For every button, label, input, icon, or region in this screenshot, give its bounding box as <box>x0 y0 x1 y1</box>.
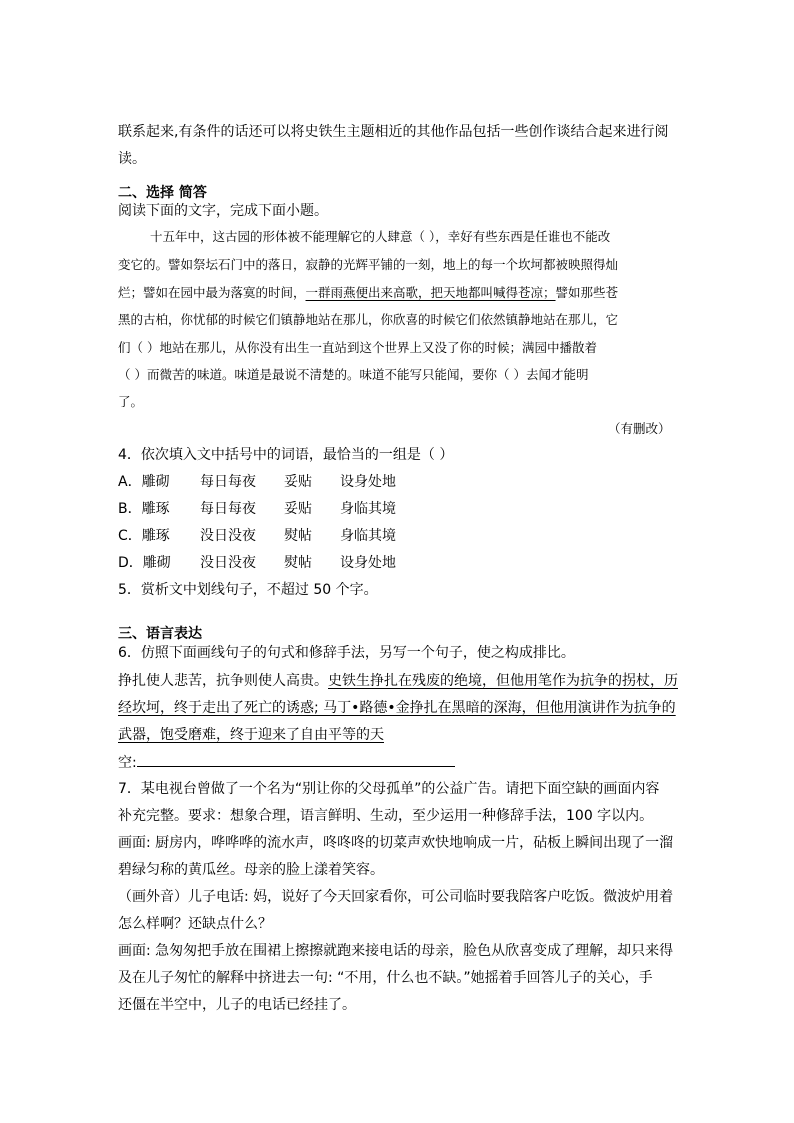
question-7-line: 7．某电视台曾做了一个名为“别让你的父母孤单”的公益广告。请把下面空缺的画面内容 <box>118 781 660 797</box>
option-word: 设身处地 <box>340 555 396 571</box>
q6-underlined: 经坎坷，终于走出了死亡的诱惑; 马丁•路德•金挣扎在黑暗的深海，但他用演讲作为抗争的 <box>118 700 676 716</box>
question-4-option-a <box>118 472 396 492</box>
question-7-line: 碧绿匀称的黄瓜丝。母亲的脸上漾着笑容。 <box>118 862 384 878</box>
question-6-answer-line <box>118 752 455 773</box>
question-5: 5．赏析文中划线句子，不超过 50 个字。 <box>118 582 378 598</box>
q6-underlined: 武器，饱受磨难，终于迎来了自由平等的天 <box>118 727 384 743</box>
question-7-line: 画面: 急匆匆把手放在围裙上擦擦就跑来接电话的母亲，脸色从欣喜变成了理解，却只来得 <box>118 943 674 959</box>
question-7-line: 还僵在半空中，儿子的电话已经挂了。 <box>118 997 356 1013</box>
option-word: 每日每夜 <box>200 501 256 517</box>
passage-line: 变它的。譬如祭坛石门中的落日，寂静的光辉平铺的一刻，地上的每一个坎坷都被映照得灿 <box>118 257 619 272</box>
option-word: 熨帖 <box>284 528 312 544</box>
q6-text: 挣扎使人悲苦，抗争则使人高贵。 <box>118 673 328 689</box>
question-4-option-b <box>118 499 396 519</box>
intro-line-2: 读。 <box>118 151 146 167</box>
section-3-heading: 三、语言表达 <box>118 626 202 642</box>
option-word: 没日没夜 <box>200 528 256 544</box>
question-7-line: （画外音）儿子电话: 妈，说好了今天回家看你，可公司临时要我陪客户吃饭。微波炉用着 <box>118 889 674 905</box>
passage-text: 烂；譬如在园中最为落寞的时间， <box>118 285 306 300</box>
option-word: 每日每夜 <box>200 474 256 490</box>
passage-line <box>118 283 618 303</box>
passage-line: 们（ ）地站在那儿，从你没有出生一直站到这个世界上又没了你的时候；满园中播散着 <box>118 340 597 355</box>
question-4-option-d <box>118 553 396 573</box>
q6-underlined: 史铁生挣扎在残废的绝境，但他用笔作为抗争的拐杖，历 <box>328 673 678 689</box>
reading-instruction: 阅读下面的文字，完成下面小题。 <box>118 203 328 219</box>
question-7-line: 补充完整。要求：想象合理，语言鲜明、生动，至少运用一种修辞手法，100 字以内。 <box>118 808 654 824</box>
option-word: 身临其境 <box>340 501 396 517</box>
question-7-line: 画面: 厨房内，哗哗哗的流水声，咚咚咚的切菜声欢快地响成一片，砧板上瞬间出现了一溜 <box>118 835 674 851</box>
option-label: D．雕砌 <box>118 555 171 571</box>
option-word: 熨帖 <box>284 555 312 571</box>
option-word: 没日没夜 <box>200 555 256 571</box>
section-2-heading: 二、选择 简答 <box>118 185 207 201</box>
passage-line: 了。 <box>118 394 144 409</box>
option-word: 设身处地 <box>340 474 396 490</box>
question-7-line: 怎么样啊？还缺点什么？ <box>118 916 272 932</box>
option-label: A．雕砌 <box>118 474 170 490</box>
option-word: 身临其境 <box>340 528 396 544</box>
option-label: B．雕琢 <box>118 501 170 517</box>
option-word: 妥贴 <box>284 501 312 517</box>
passage-line: 黑的古柏，你忧郁的时候它们镇静地站在那儿，你欣喜的时候它们依然镇静地站在那儿，它 <box>118 312 619 327</box>
question-4-option-c <box>118 526 396 546</box>
question-6-line <box>118 671 678 691</box>
question-7-line: 及在儿子匆忙的解释中挤进去一句: “不用，什么也不缺。”她摇着手回答儿子的关心，手 <box>118 970 653 986</box>
answer-blank[interactable] <box>137 752 455 767</box>
underlined-sentence: 一群雨燕便出来高歌，把天地都叫喊得苍凉； <box>305 285 556 300</box>
q6-text: 空: <box>118 755 137 771</box>
option-word: 妥贴 <box>284 474 312 490</box>
passage-source: （有删改） <box>608 421 671 436</box>
question-4-stem: 4．依次填入文中括号中的词语，最恰当的一组是（ ） <box>118 447 454 463</box>
intro-line-1: 联系起来,有条件的话还可以将史铁生主题相近的其他作品包括一些创作谈结合起来进行阅 <box>118 124 669 140</box>
question-6-stem: 6．仿照下面画线句子的句式和修辞手法，另写一个句子，使之构成排比。 <box>118 645 575 661</box>
option-label: C．雕琢 <box>118 528 170 544</box>
passage-line: （ ）而微苦的味道。味道是最说不清楚的。味道不能写只能闻，要你（ ）去闻才能明 <box>118 367 589 382</box>
passage-line: 十五年中，这古园的形体被不能理解它的人肆意（ ），幸好有些东西是任谁也不能改 <box>150 229 611 244</box>
passage-text: 譬如那些苍 <box>555 285 619 300</box>
